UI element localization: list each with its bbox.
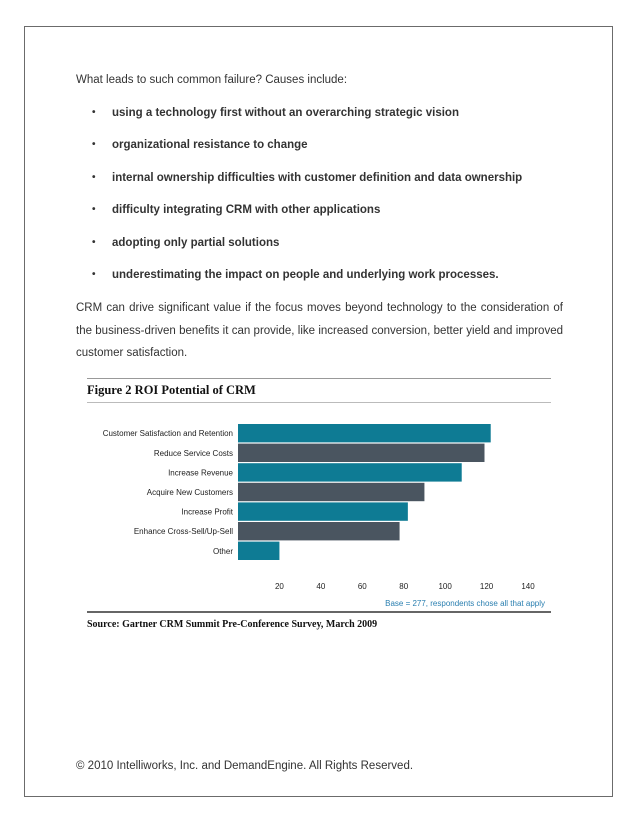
chart-x-tick-label: 40	[316, 582, 326, 591]
chart-category-label: Acquire New Customers	[146, 488, 233, 497]
chart-x-tick-label: 20	[274, 582, 284, 591]
body-paragraph: CRM can drive significant value if the focus moves beyond technology to the consideration of the business-driven benefits it can provide, like increased conversion, better yield and improved customer satisfaction.	[76, 302, 563, 359]
list-item	[92, 106, 522, 138]
chart-bar	[238, 483, 424, 501]
list-item-text: internal ownership difficulties with customer definition and data ownership	[112, 171, 523, 184]
list-item-text: difficulty integrating CRM with other applications	[112, 204, 381, 217]
bullet-icon: •	[92, 236, 96, 248]
figure-source: Source: Gartner CRM Summit Pre-Conference Survey, March 2009	[87, 619, 378, 630]
chart-x-tick-label: 100	[438, 582, 452, 591]
list-item	[92, 203, 522, 235]
bullet-icon: •	[92, 171, 96, 183]
list-item	[92, 268, 522, 300]
chart-bar	[238, 424, 491, 442]
figure-title: Figure 2 ROI Potential of CRM	[87, 383, 256, 397]
figure	[87, 378, 551, 634]
figure-bottom-rule	[87, 611, 551, 613]
list-item-text: organizational resistance to change	[112, 139, 308, 152]
chart-x-tick-label: 140	[521, 582, 535, 591]
list-item	[92, 236, 522, 268]
bullet-icon: •	[92, 204, 96, 216]
chart-base-note: Base = 277, respondents chose all that apply	[385, 599, 545, 608]
list-item-text: adopting only partial solutions	[112, 236, 280, 249]
causes-list	[92, 106, 522, 300]
chart-bar	[238, 444, 485, 462]
footer-copyright: © 2010 Intelliworks, Inc. and DemandEngine. All Rights Reserved.	[76, 760, 414, 772]
chart-category-label: Increase Revenue	[168, 468, 233, 478]
chart-bar	[238, 502, 408, 520]
chart-x-tick-label: 60	[357, 582, 367, 591]
chart-category-label: Other	[212, 546, 233, 556]
bullet-icon: •	[92, 107, 96, 118]
chart-category-label: Enhance Cross-Sell/Up-Sell	[133, 527, 233, 537]
chart-bar	[238, 522, 400, 540]
chart-category-label: Reduce Service Costs	[153, 448, 233, 458]
list-item	[92, 171, 522, 203]
chart-category-label: Customer Satisfaction and Retention	[102, 429, 233, 439]
list-item-text: using a technology first without an overarching strategic vision	[112, 107, 459, 119]
chart-x-tick-label: 120	[479, 582, 494, 591]
chart-x-tick-label: 80	[399, 582, 409, 591]
bullet-icon: •	[92, 139, 96, 151]
bullet-icon: •	[92, 268, 96, 280]
chart-bar	[238, 463, 462, 481]
intro-text: What leads to such common failure? Causes include:	[76, 74, 348, 86]
roi-bar-chart	[87, 378, 551, 608]
list-item-text: underestimating the impact on people and underlying work processes.	[112, 268, 499, 281]
chart-bar	[238, 542, 279, 560]
chart-category-label: Increase Profit	[181, 507, 233, 517]
list-item	[92, 138, 522, 170]
